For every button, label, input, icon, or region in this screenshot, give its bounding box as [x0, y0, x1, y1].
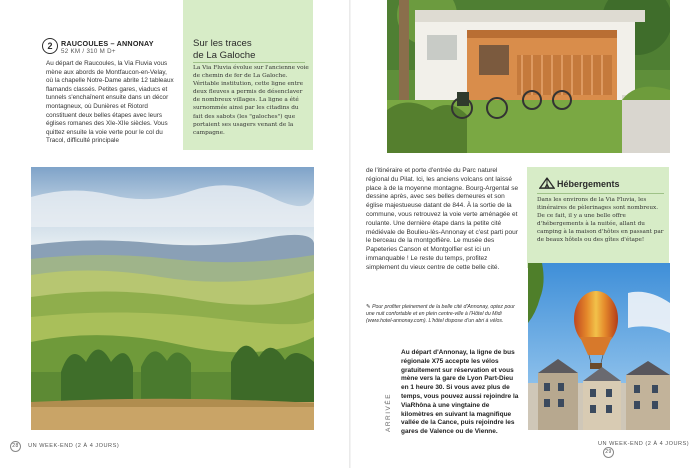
sidebar-body: La Via Fluvia évolue sur l'ancienne voie de chemin de fer de La Galoche. Véritable institution, cette ligne entre deux fleuves a permis de désenclaver de nombreux villages. La ligne a été surnommée ainsi par les citadins du fait des sabots (les "galoches") que portaient ses usagers venant de la campagne.: [193, 65, 309, 136]
stage-number-badge: 2: [42, 38, 58, 54]
campsite-photo: [387, 0, 670, 153]
landscape-photo: [31, 167, 314, 430]
arrival-body: Au départ d'Annonay, la ligne de bus régionale X75 accepte les vélos gratuitement sur réservation et vous mène vers la gare de Lyon Part-Dieu en 1 heure 30. Si vous avez plus de temps, vous pouvez aussi rejoindre la ViaRhôna à une vingtaine de kilomètres en suivant la magnifique vallée de la Cance, puis rejoindre les gares de Valence ou de Vienne.: [401, 349, 519, 436]
page-number-right: 29: [603, 447, 614, 458]
sidebar-title-line1: Sur les traces: [193, 38, 252, 49]
balloon-photo: [528, 263, 670, 430]
page-number-left: 28: [10, 441, 21, 452]
hebergements-divider: [537, 193, 664, 194]
hebergements-body: Dans les environs de la Via Fluvia, les itinéraires de pèlerinages sont nombreux. De ce fait, il y a une belle offre d'hébergements à la nuitée, allant du camping à la maison d'hôtes en passant par de beaux hôtels ou des gîtes d'étape!: [537, 197, 664, 244]
pencil-icon: ✎: [366, 304, 371, 310]
stage-distance: 52 KM / 310 M D+: [61, 48, 116, 55]
hotel-tip-text: Pour profiter pleinement de la belle cité d'Annonay, optez pour une nuit confortable et en plein centre-ville à l'Hôtel du Midi (www.hotel-annonay.com). L'hôtel dispose d'un abri à vélos.: [366, 304, 515, 324]
folio-text-left: UN WEEK-END (2 À 4 JOURS): [28, 443, 120, 449]
arrival-label: [385, 362, 393, 432]
page-gutter: [349, 0, 351, 468]
folio-text-right: UN WEEK-END (2 À 4 JOURS): [598, 441, 690, 447]
folio-right: [598, 441, 700, 458]
sidebar-title-line2: de La Galoche: [193, 49, 256, 61]
itinerary-continuation-text: de l'itinéraire et porte d'entrée du Parc naturel régional du Pilat. Ici, les anciens volcans ont laissé place à de la moyenne montagne. Bourg-Argental se dessine après, avec ses belles demeures et son église majestueuse datant de 844. À la sortie de la commune, vous retrouvez la voie verte aménagée et roulante. Une dernière étape dans la petite cité médiévale de Boulieu-lès-Annonay et c'est parti pour le berceau de la montgolfière. Le musée des Papeteries Canson et Montgolfier est ici un immanquable ! Le reste du temps, profitez simplement du vieux centre de cette belle cité.: [366, 167, 519, 271]
stage-title: RAUCOULES – ANNONAY: [61, 39, 154, 48]
stage-description-text: Au départ de Raucoules, la Via Fluvia vous mène aux abords de Montfaucon-en-Velay, où la chapelle Notre-Dame abrite 12 tableaux flamands classés. Petites gares, viaducs et tunnels s'enchaînent ensuite dans un décor montagneux, où Dunières et Riotord constituent deux belles étapes avec leurs églises romanes des XIe-XIIe siècles. Vous quittez ensuite la voie verte pour le col du Tracol, difficulté principale: [46, 60, 174, 145]
arrival-label-text: ARRIVÉE: [385, 392, 392, 432]
folio-left: [10, 441, 119, 452]
sidebar-title: [193, 38, 308, 61]
hebergements-title: Hébergements: [557, 179, 620, 189]
stage-description: [46, 60, 174, 146]
sidebar-divider: [193, 62, 305, 63]
itinerary-continuation: [366, 167, 520, 273]
hotel-tip: [366, 304, 518, 324]
tent-icon: [539, 177, 555, 189]
